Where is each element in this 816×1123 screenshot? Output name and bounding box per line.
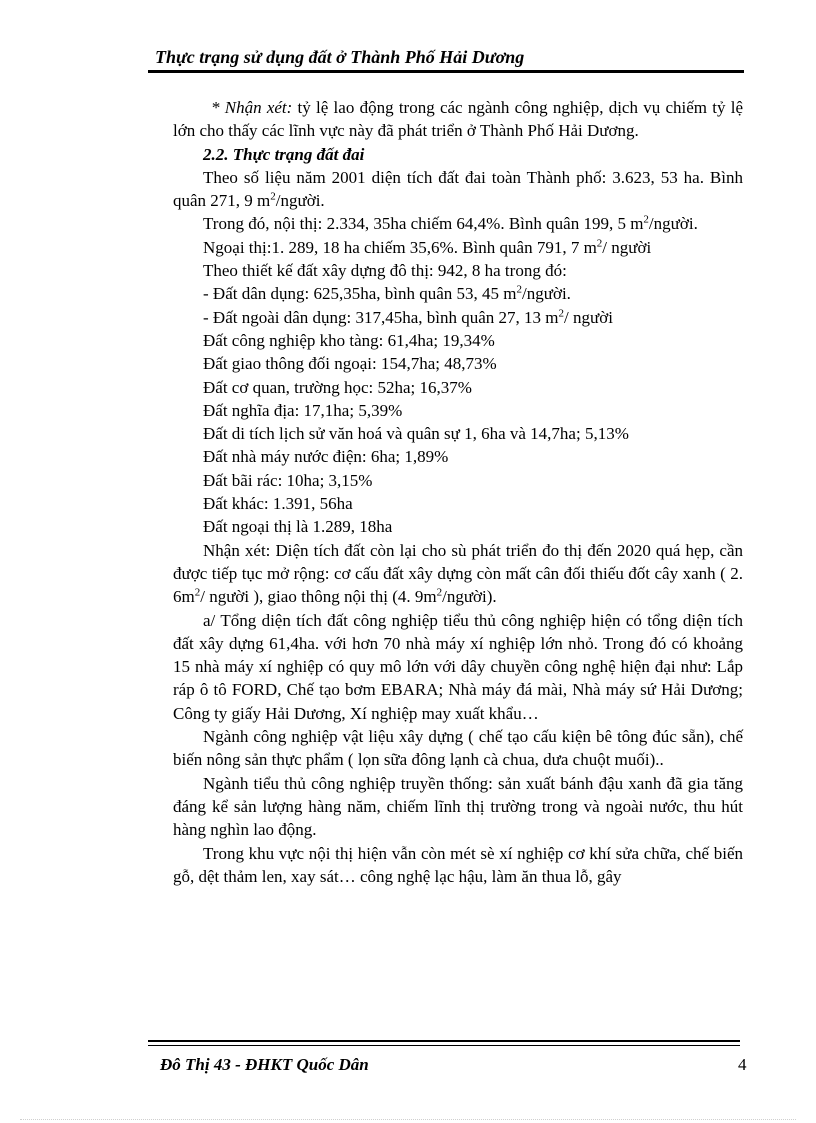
page-number: 4 (738, 1055, 747, 1074)
list-item: Đất ngoại thị là 1.289, 18ha (203, 517, 393, 537)
list-item: Đất di tích lịch sử văn hoá và quân sự 1, 6ha và 14,7ha; 5,13% (203, 424, 629, 444)
document-body (173, 96, 743, 888)
list-item: Đất nhà máy nước điện: 6ha; 1,89% (203, 447, 449, 467)
list-item: Đất khác: 1.391, 56ha (203, 494, 353, 514)
page-header-title: Thực trạng sử dụng đất ở Thành Phố Hải Dương (155, 47, 525, 67)
footer-rule-thin (148, 1045, 740, 1046)
paragraph-handicraft: Ngành tiểu thủ công nghiệp truyền thống: sản xuất bánh đậu xanh đã gia tăng đáng kể sản lượng hàng năm, chiếm lĩnh thị trường trong và ngoài nước, thu hút hàng nghìn lao động. (173, 773, 743, 840)
paragraph-inner-city: Trong đó, nội thị: 2.334, 35ha chiếm 64,4%. Bình quân 199, 5 $m^2$/người. (203, 213, 698, 234)
list-item: Đất công nghiệp kho tàng: 61,4ha; 19,34% (203, 330, 495, 350)
paragraph-inner-enterprises: Trong khu vực nội thị hiện vẫn còn mét sè xí nghiệp cơ khí sửa chữa, chế biến gỗ, dệt thảm len, xay sát… công nghệ lạc hậu, làm ăn thua lỗ, gây (173, 843, 743, 886)
paragraph-urban-design: Theo thiết kế đất xây dựng đô thị: 942, 8 ha trong đó: (203, 261, 567, 281)
list-item: Đất giao thông đối ngoại: 154,7ha; 48,73% (203, 354, 497, 374)
footer-rule (148, 1040, 740, 1042)
list-item: Đất bãi rác: 10ha; 3,15% (203, 470, 373, 490)
header-rule (148, 70, 744, 73)
paragraph-non-civil-land: - Đất ngoài dân dụng: 317,45ha, bình quân 27, 13 $m^2/$ người (203, 307, 613, 327)
remark-label: * Nhận xét: (211, 98, 293, 117)
list-item: Đất cơ quan, trường học: 52ha; 16,37% (203, 377, 472, 397)
page-bottom-dotted-line (20, 1119, 796, 1120)
paragraph-outer-city: Ngoại thị:1. 289, 18 ha chiếm 35,6%. Bình quân 791, 7 $m^2/$ người (203, 237, 652, 257)
list-item: Đất nghĩa địa: 17,1ha; 5,39% (203, 400, 403, 420)
footer-text: Đô Thị 43 - ĐHKT Quốc Dân (160, 1055, 369, 1074)
paragraph-total-area: Theo số liệu năm 2001 diện tích đất đai toàn Thành phố: 3.623, 53 ha. Bình quân 271, 9 $m^2$/người. (173, 167, 743, 211)
paragraph-civil-land: - Đất dân dụng: 625,35ha, bình quân 53, 45 $m^2$/người. (203, 283, 571, 304)
paragraph-construction-materials: Ngành công nghiệp vật liệu xây dựng ( chế tạo cấu kiện bê tông đúc sẵn), chế biến nông sản thực phẩm ( lọn sữa đông lạnh cà chua, dưa chuột muối).. (173, 727, 743, 770)
section-heading: 2.2. Thực trạng đất đai (203, 144, 365, 164)
paragraph-remark-1: * Nhận xét: tỷ lệ lao động trong các ngành công nghiệp, dịch vụ chiếm tỷ lệ lớn cho thấy các lĩnh vực này đã phát triển ở Thành Phố Hải Dương. (173, 98, 743, 141)
paragraph-remark-2: Nhận xét: Diện tích đất còn lại cho sù phát triển đo thị đến 2020 quá hẹp, cần được tiếp tục mở rộng: cơ cấu đất xây dựng còn mất cân đối thiếu đốt cây xanh ( 2. $6m^2/$ người ), giao thông nội thị (4. $9m^2/người$). (173, 540, 743, 607)
paragraph-industrial-land: a/ Tổng diện tích đất công nghiệp tiểu thủ công nghiệp hiện có tổng diện tích đất xây dựng 61,4ha. với hơn 70 nhà máy xí nghiệp lớn nhỏ. Trong đó có khoảng 15 nhà máy xí nghiệp có quy mô lớn với dây chuyền công nghệ hiện đại như: Lắp ráp ô tô FORD, Chế tạo bơm EBARA; Nhà máy đá mài, Nhà máy sứ Hải Dương; Công ty giấy Hải Dương, Xí nghiệp may xuất khẩu… (173, 610, 743, 723)
